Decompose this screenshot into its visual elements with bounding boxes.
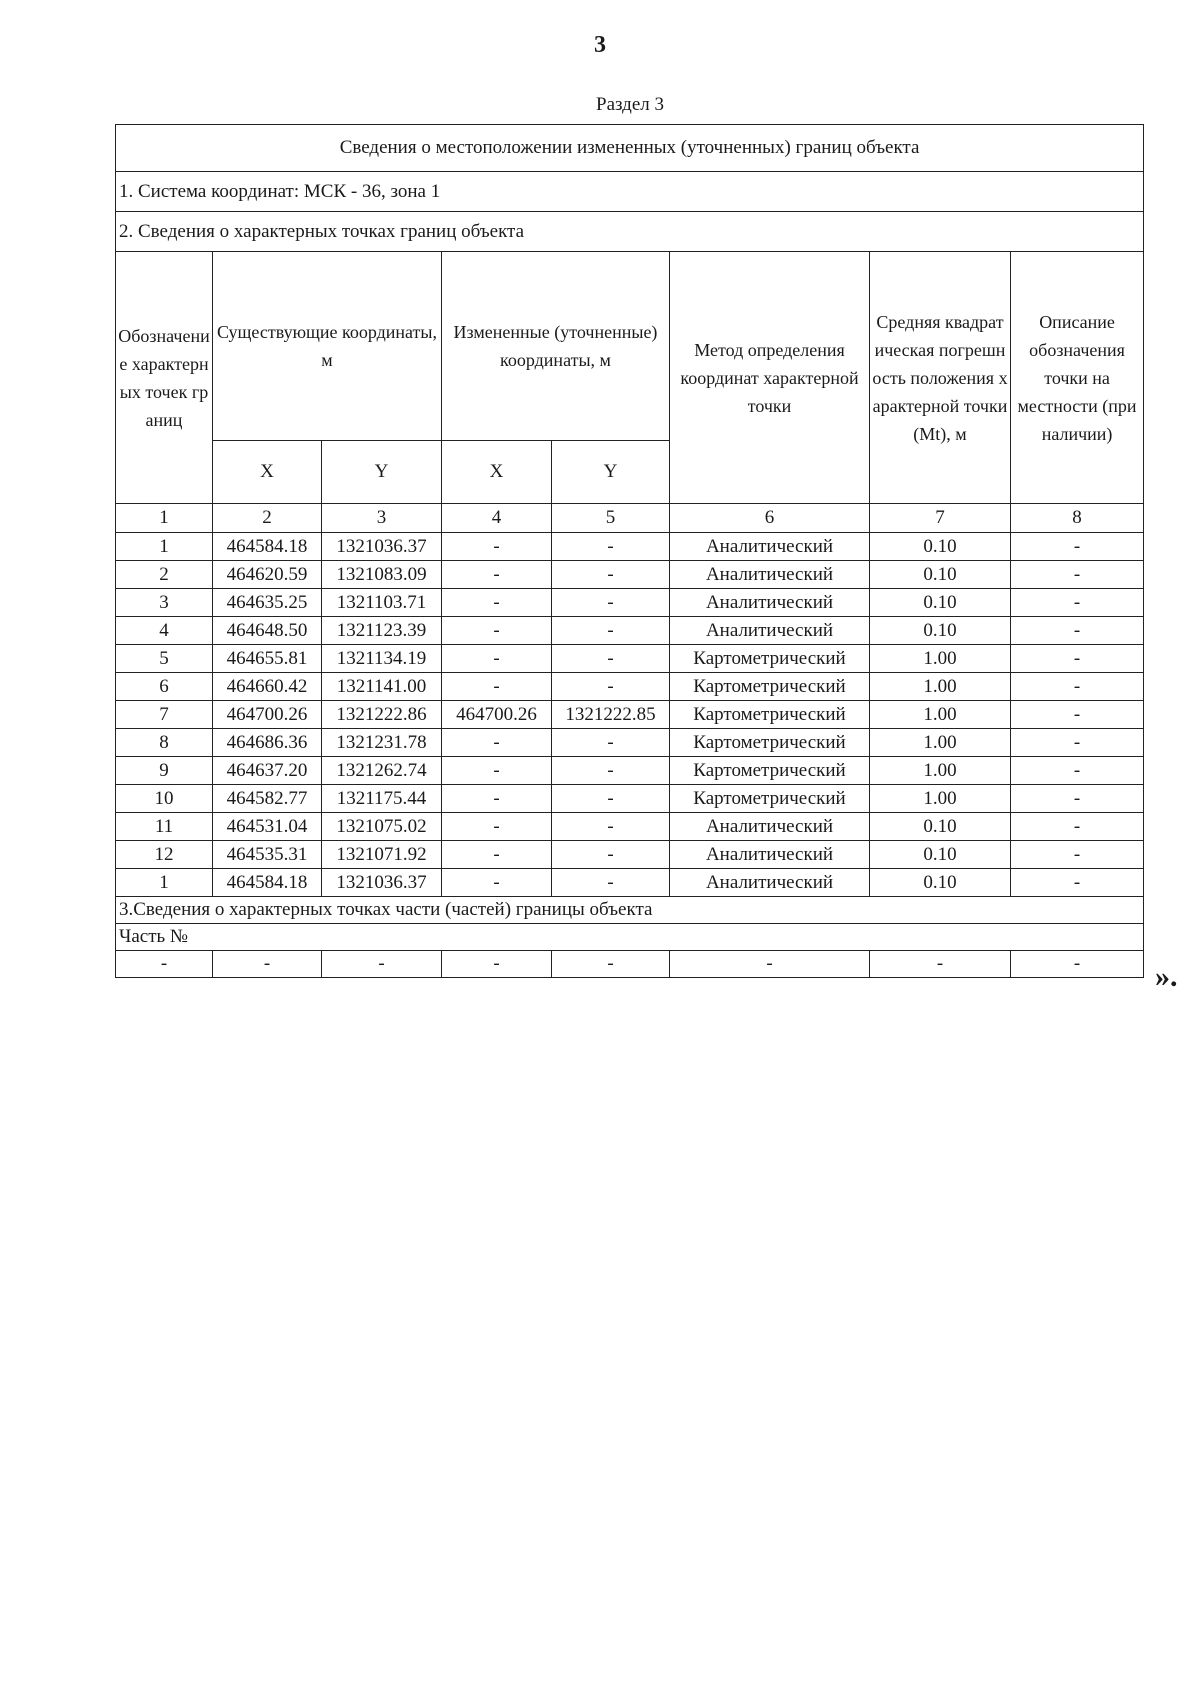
- cell-description: -: [1011, 813, 1144, 841]
- table-row: [116, 645, 1144, 673]
- cell-method: Картометрический: [670, 673, 870, 701]
- cell-existing-y: 1321036.37: [322, 869, 442, 897]
- cell-changed-x: -: [442, 785, 552, 813]
- table-row: [116, 533, 1144, 561]
- column-number: 3: [322, 504, 442, 533]
- cell-method: Аналитический: [670, 617, 870, 645]
- table-row: [116, 617, 1144, 645]
- cell-changed-x: -: [442, 617, 552, 645]
- table-row: [116, 813, 1144, 841]
- cell-existing-y: 1321103.71: [322, 589, 442, 617]
- cell-existing-x: 464648.50: [213, 617, 322, 645]
- cell-description: -: [1011, 589, 1144, 617]
- cell-changed-x: 464700.26: [442, 701, 552, 729]
- page-number: 3: [594, 32, 606, 58]
- header-existing-x: X: [213, 441, 322, 504]
- cell-description: -: [1011, 617, 1144, 645]
- cell-mean-error: 1.00: [870, 673, 1011, 701]
- table-row: [116, 701, 1144, 729]
- cell-existing-x: 464584.18: [213, 533, 322, 561]
- cell-point-id: 1: [116, 869, 213, 897]
- cell-changed-x: -: [442, 729, 552, 757]
- boundary-coordinates-table: [115, 124, 1144, 978]
- cell-mean-error: 1.00: [870, 757, 1011, 785]
- cell-existing-x: 464535.31: [213, 841, 322, 869]
- column-number: 5: [552, 504, 670, 533]
- cell-method: Картометрический: [670, 785, 870, 813]
- cell-method: Картометрический: [670, 729, 870, 757]
- cell-changed-y: -: [552, 561, 670, 589]
- cell-changed-x: -: [442, 757, 552, 785]
- column-number: 8: [1011, 504, 1144, 533]
- closing-quote-mark: ».: [1155, 960, 1178, 993]
- coordinate-system: 1. Система координат: МСК - 36, зона 1: [116, 172, 1144, 212]
- cell-method: Аналитический: [670, 869, 870, 897]
- cell-method: Аналитический: [670, 561, 870, 589]
- cell-method: Картометрический: [670, 701, 870, 729]
- part-cell: -: [116, 951, 213, 978]
- cell-existing-y: 1321141.00: [322, 673, 442, 701]
- part-cell: -: [1011, 951, 1144, 978]
- cell-changed-y: -: [552, 589, 670, 617]
- cell-changed-y: -: [552, 785, 670, 813]
- table-row: [116, 729, 1144, 757]
- cell-existing-y: 1321083.09: [322, 561, 442, 589]
- cell-existing-x: 464660.42: [213, 673, 322, 701]
- cell-changed-x: -: [442, 841, 552, 869]
- cell-point-id: 2: [116, 561, 213, 589]
- cell-mean-error: 1.00: [870, 645, 1011, 673]
- cell-mean-error: 0.10: [870, 589, 1011, 617]
- cell-mean-error: 0.10: [870, 533, 1011, 561]
- column-number: 6: [670, 504, 870, 533]
- column-number: 7: [870, 504, 1011, 533]
- cell-mean-error: 0.10: [870, 617, 1011, 645]
- cell-point-id: 8: [116, 729, 213, 757]
- cell-changed-x: -: [442, 589, 552, 617]
- cell-description: -: [1011, 645, 1144, 673]
- cell-description: -: [1011, 701, 1144, 729]
- cell-description: -: [1011, 757, 1144, 785]
- cell-existing-x: 464584.18: [213, 869, 322, 897]
- cell-mean-error: 0.10: [870, 841, 1011, 869]
- column-number: 1: [116, 504, 213, 533]
- part-number-label: Часть №: [116, 924, 1144, 951]
- cell-changed-y: -: [552, 533, 670, 561]
- cell-method: Аналитический: [670, 589, 870, 617]
- cell-changed-y: -: [552, 841, 670, 869]
- cell-method: Аналитический: [670, 813, 870, 841]
- cell-existing-y: 1321262.74: [322, 757, 442, 785]
- cell-mean-error: 0.10: [870, 813, 1011, 841]
- cell-mean-error: 1.00: [870, 701, 1011, 729]
- table-row: [116, 561, 1144, 589]
- cell-changed-y: -: [552, 645, 670, 673]
- cell-point-id: 4: [116, 617, 213, 645]
- header-existing-y: Y: [322, 441, 442, 504]
- cell-description: -: [1011, 869, 1144, 897]
- cell-changed-x: -: [442, 533, 552, 561]
- cell-existing-x: 464635.25: [213, 589, 322, 617]
- cell-method: Аналитический: [670, 533, 870, 561]
- cell-existing-y: 1321231.78: [322, 729, 442, 757]
- cell-existing-y: 1321134.19: [322, 645, 442, 673]
- part-cell: -: [670, 951, 870, 978]
- table-row: [116, 841, 1144, 869]
- cell-existing-x: 464700.26: [213, 701, 322, 729]
- cell-changed-x: -: [442, 645, 552, 673]
- cell-point-id: 11: [116, 813, 213, 841]
- cell-existing-y: 1321222.86: [322, 701, 442, 729]
- section-label: Раздел 3: [596, 94, 664, 115]
- cell-point-id: 12: [116, 841, 213, 869]
- table-row: [116, 785, 1144, 813]
- cell-changed-y: -: [552, 729, 670, 757]
- cell-mean-error: 1.00: [870, 785, 1011, 813]
- cell-changed-y: -: [552, 869, 670, 897]
- parts-section-title: 3.Сведения о характерных точках части (частей) границы объекта: [116, 897, 1144, 924]
- header-mean-error: Средняя квадратическая погрешность положения характерной точки (Mt), м: [870, 252, 1011, 504]
- cell-changed-y: -: [552, 673, 670, 701]
- cell-description: -: [1011, 729, 1144, 757]
- table-row: [116, 673, 1144, 701]
- cell-existing-x: 464637.20: [213, 757, 322, 785]
- cell-existing-x: 464531.04: [213, 813, 322, 841]
- column-number: 4: [442, 504, 552, 533]
- part-cell: -: [322, 951, 442, 978]
- cell-changed-y: -: [552, 757, 670, 785]
- cell-description: -: [1011, 561, 1144, 589]
- cell-existing-y: 1321175.44: [322, 785, 442, 813]
- part-cell: -: [213, 951, 322, 978]
- cell-existing-x: 464582.77: [213, 785, 322, 813]
- cell-existing-y: 1321036.37: [322, 533, 442, 561]
- cell-mean-error: 0.10: [870, 561, 1011, 589]
- part-cell: -: [552, 951, 670, 978]
- column-number: 2: [213, 504, 322, 533]
- cell-description: -: [1011, 673, 1144, 701]
- cell-point-id: 10: [116, 785, 213, 813]
- cell-description: -: [1011, 785, 1144, 813]
- cell-point-id: 7: [116, 701, 213, 729]
- table-row: [116, 757, 1144, 785]
- header-changed-coordinates: Измененные (уточненные) координаты, м: [442, 252, 670, 441]
- header-designation: Обозначение характерных точек границ: [116, 252, 213, 504]
- cell-changed-x: -: [442, 673, 552, 701]
- cell-point-id: 3: [116, 589, 213, 617]
- cell-point-id: 1: [116, 533, 213, 561]
- header-existing-coordinates: Существующие координаты, м: [213, 252, 442, 441]
- cell-point-id: 6: [116, 673, 213, 701]
- header-changed-x: X: [442, 441, 552, 504]
- cell-existing-y: 1321123.39: [322, 617, 442, 645]
- cell-mean-error: 1.00: [870, 729, 1011, 757]
- cell-changed-y: 1321222.85: [552, 701, 670, 729]
- points-section-title: 2. Сведения о характерных точках границ объекта: [116, 212, 1144, 252]
- part-cell: -: [870, 951, 1011, 978]
- cell-mean-error: 0.10: [870, 869, 1011, 897]
- cell-existing-y: 1321075.02: [322, 813, 442, 841]
- cell-existing-x: 464686.36: [213, 729, 322, 757]
- cell-description: -: [1011, 533, 1144, 561]
- cell-point-id: 5: [116, 645, 213, 673]
- table-row: [116, 589, 1144, 617]
- cell-existing-x: 464655.81: [213, 645, 322, 673]
- header-description: Описание обозначения точки на местности (при наличии): [1011, 252, 1144, 504]
- cell-description: -: [1011, 841, 1144, 869]
- cell-changed-x: -: [442, 561, 552, 589]
- cell-method: Аналитический: [670, 841, 870, 869]
- part-cell: -: [442, 951, 552, 978]
- cell-point-id: 9: [116, 757, 213, 785]
- cell-changed-x: -: [442, 813, 552, 841]
- header-method: Метод определения координат характерной точки: [670, 252, 870, 504]
- cell-changed-x: -: [442, 869, 552, 897]
- cell-method: Картометрический: [670, 757, 870, 785]
- cell-method: Картометрический: [670, 645, 870, 673]
- header-changed-y: Y: [552, 441, 670, 504]
- cell-changed-y: -: [552, 617, 670, 645]
- cell-changed-y: -: [552, 813, 670, 841]
- cell-existing-x: 464620.59: [213, 561, 322, 589]
- table-title: Сведения о местоположении измененных (уточненных) границ объекта: [116, 125, 1144, 172]
- cell-existing-y: 1321071.92: [322, 841, 442, 869]
- table-row: [116, 869, 1144, 897]
